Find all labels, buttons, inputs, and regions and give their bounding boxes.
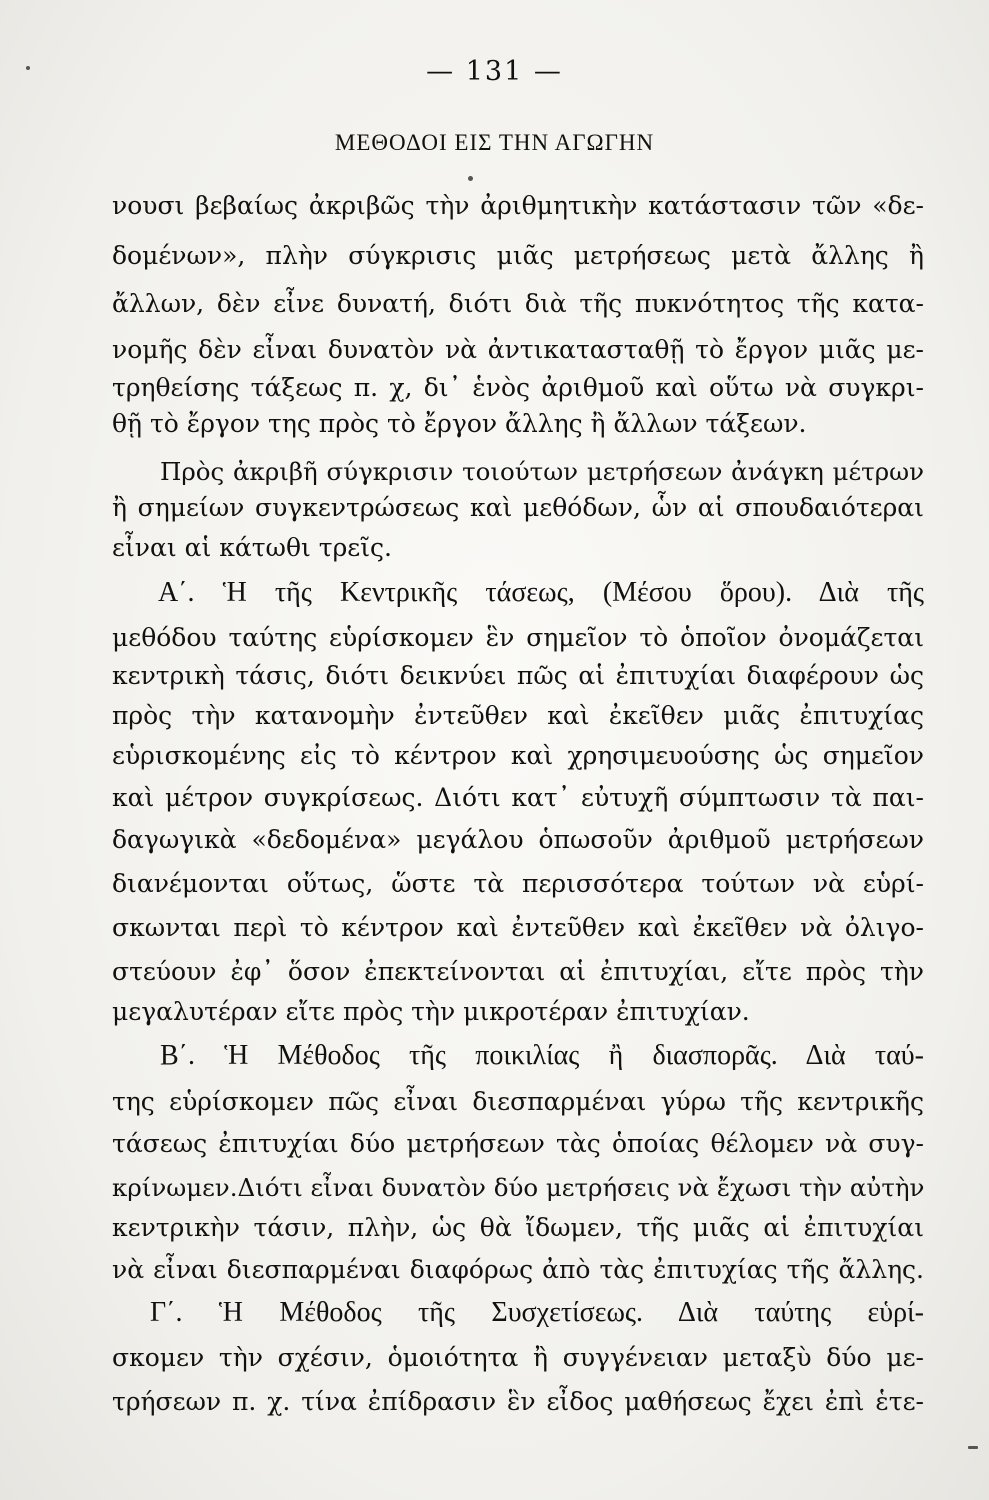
- text-line: ἢ σημείων συγκεντρώσεως καὶ μεθόδων, ὧν αἱ σπουδαιότεραι: [112, 493, 924, 522]
- text-line: τρήσεων π. χ. τίνα ἐπίδρασιν ἓν εἶδος μαθήσεως ἔχει ἐπὶ ἑτε-: [112, 1387, 924, 1416]
- section-a-heading: Α΄. Ἡ τῆς Κεντρικῆς τάσεως, (Μέσου ὅρου). Διὰ τῆς: [158, 577, 924, 608]
- text-line: θῇ τὸ ἔργον της πρὸς τὸ ἔργον ἄλλης ἢ ἄλλων τάξεων.: [112, 409, 807, 438]
- text-line: της εὑρίσκομεν πῶς εἶναι διεσπαρμέναι γύρω τῆς κεντρικῆς: [112, 1087, 924, 1116]
- text-line: Πρὸς ἀκριβῆ σύγκρισιν τοιούτων μετρήσεων ἀνάγκη μέτρων: [160, 457, 924, 486]
- text-line: σκωνται περὶ τὸ κέντρον καὶ ἐντεῦθεν καὶ ἐκεῖθεν νὰ ὀλιγο-: [112, 913, 924, 942]
- text-line: μεγαλυτέραν εἴτε πρὸς τὴν μικροτέραν ἐπιτυχίαν.: [112, 997, 750, 1026]
- text-line: τάσεως ἐπιτυχίαι δύο μετρήσεων τὰς ὁποίας θέλομεν νὰ συγ-: [112, 1129, 924, 1158]
- text-line: στεύουν ἐφ᾽ ὅσον ἐπεκτείνονται αἱ ἐπιτυχίαι, εἴτε πρὸς τὴν: [112, 957, 924, 986]
- text-line: νὰ εἶναι διεσπαρμέναι διαφόρως ἀπὸ τὰς ἐπιτυχίας τῆς ἄλλης.: [112, 1255, 924, 1284]
- text-line: νουσι βεβαίως ἀκριβῶς τὴν ἀριθμητικὴν κατάστασιν τῶν «δε-: [112, 191, 924, 220]
- scan-speck: [468, 176, 473, 181]
- text-line: τρηθείσης τάξεως π. χ, δι᾽ ἑνὸς ἀριθμοῦ καὶ οὕτω νὰ συγκρι-: [112, 373, 924, 402]
- text-line: εἶναι αἱ κάτωθι τρεῖς.: [112, 533, 392, 562]
- text-line: νομῆς δὲν εἶναι δυνατὸν νὰ ἀντικατασταθῇ τὸ ἔργον μιᾶς με-: [112, 335, 924, 364]
- text-line: μεθόδου ταύτης εὑρίσκομεν ἓν σημεῖον τὸ ὁποῖον ὀνομάζεται: [112, 623, 924, 652]
- text-line: διανέμονται οὕτως, ὥστε τὰ περισσότερα τούτων νὰ εὑρί-: [112, 869, 924, 898]
- text-line: σκομεν τὴν σχέσιν, ὁμοιότητα ἢ συγγένειαν μεταξὺ δύο με-: [112, 1343, 924, 1372]
- section-c-heading: Γ΄. Ἡ Μέθοδος τῆς Συσχετίσεως. Διὰ ταύτης εὑρί-: [150, 1297, 924, 1328]
- text-line: δομένων», πλὴν σύγκρισις μιᾶς μετρήσεως μετὰ ἄλλης ἢ: [112, 241, 924, 270]
- scan-speck: [968, 1446, 978, 1449]
- text-line: καὶ μέτρον συγκρίσεως. Διότι κατ᾽ εὐτυχῆ σύμπτωσιν τὰ παι-: [112, 783, 924, 812]
- text-line: κεντρικὴ τάσις, διότι δεικνύει πῶς αἱ ἐπιτυχίαι διαφέρουν ὡς: [112, 661, 924, 690]
- text-line: πρὸς τὴν κατανομὴν ἐντεῦθεν καὶ ἐκεῖθεν μιᾶς ἐπιτυχίας: [112, 701, 924, 730]
- section-b-heading: Β΄. Ἡ Μέθοδος τῆς ποικιλίας ἢ διασπορᾶς. Διὰ ταύ-: [160, 1040, 924, 1071]
- text-line: δαγωγικὰ «δεδομένα» μεγάλου ὁπωσοῦν ἀριθμοῦ μετρήσεων: [112, 825, 924, 854]
- text-line: κρίνωμεν.Διότι εἶναι δυνατὸν δύο μετρήσεις νὰ ἔχωσι τὴν αὐτὴν: [112, 1173, 925, 1202]
- text-line: κεντρικὴν τάσιν, πλὴν, ὡς θὰ ἴδωμεν, τῆς μιᾶς αἱ ἐπιτυχίαι: [112, 1213, 924, 1242]
- page-number: — 131 —: [426, 56, 563, 87]
- scan-speck: [26, 66, 30, 70]
- running-head: ΜΕΘΟΔΟΙ ΕΙΣ ΤΗΝ ΑΓΩΓΗΝ: [334, 130, 655, 155]
- text-line: εὑρισκομένης εἰς τὸ κέντρον καὶ χρησιμευούσης ὡς σημεῖον: [112, 741, 924, 770]
- text-line: ἄλλων, δὲν εἶνε δυνατή, διότι διὰ τῆς πυκνότητος τῆς κατα-: [112, 289, 924, 318]
